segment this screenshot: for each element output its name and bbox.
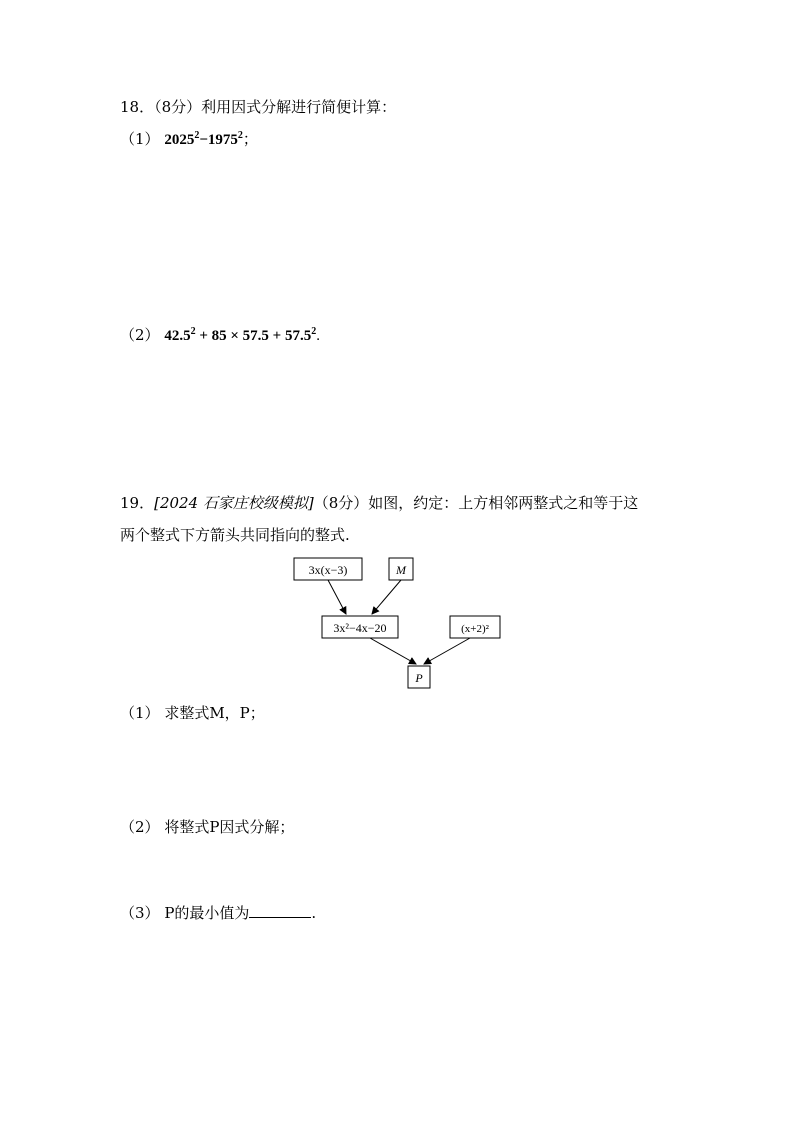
box-label: 3x²−4x−20 (333, 621, 387, 635)
q19-part1-text: 求整式M，P； (164, 704, 265, 722)
q19-part3-end: . (311, 904, 317, 922)
q18-stem: 18．（8分）利用因式分解进行简便计算： (120, 98, 397, 116)
diagram-box-M (389, 558, 413, 580)
diagram-box-P (408, 666, 430, 688)
expr-punct: . (316, 328, 320, 344)
box-label: P (415, 671, 423, 685)
expr-base: −1975 (199, 132, 238, 148)
expr-exp: 2 (311, 326, 317, 337)
arrow-box3-to-box5 (370, 638, 416, 664)
box-label: M (396, 563, 406, 577)
q19-part1 (120, 702, 265, 724)
expr-punct: ； (242, 130, 258, 148)
q19-stem-a: （8分）如图，约定：上方相邻两整式之和等于这 (313, 494, 639, 512)
q19-part2-label: （2） (120, 818, 160, 836)
answer-blank[interactable] (249, 903, 311, 918)
expr-base: 2025 (164, 132, 195, 148)
diagram-box-3x-x-minus-3 (294, 558, 362, 580)
arrow-box1-to-box3 (328, 580, 346, 614)
q19-part2-text: 将整式P因式分解； (164, 818, 295, 836)
q19-diagram (0, 548, 794, 708)
q18-part2-label: （2） (120, 326, 160, 344)
expr-body: + 85 × 57.5 + 57.5 (195, 328, 312, 344)
q18-part1 (120, 128, 258, 151)
q18-part2-expr (164, 328, 316, 344)
box-label: (x+2)² (461, 623, 489, 635)
diagram-box-3x2-minus-4x-minus-20 (322, 616, 398, 638)
expr-exp: 2 (190, 326, 196, 337)
expr-exp: 2 (194, 130, 200, 141)
arrow-box4-to-box5 (424, 638, 470, 664)
q18-part2 (120, 324, 320, 347)
expr-exp: 2 (237, 130, 243, 141)
q19-part3 (120, 902, 316, 924)
q19-part1-label: （1） (120, 704, 160, 722)
q18-part1-expr (164, 132, 243, 148)
q19-stem-line1 (120, 492, 638, 514)
q19-source: [2024 石家庄校级模拟] (154, 494, 314, 512)
q18-part1-label: （1） (120, 130, 160, 148)
diagram-box-x-plus-2-squared (450, 616, 500, 638)
expr-base: 42.5 (164, 328, 191, 344)
q19-number: 19． (120, 494, 155, 512)
q19-part2 (120, 816, 294, 838)
box-label: 3x(x−3) (308, 563, 348, 577)
arrow-box2-to-box3 (372, 580, 401, 614)
q19-stem-line2: 两个整式下方箭头共同指向的整式. (120, 526, 350, 544)
q19-part3-text: P的最小值为 (164, 904, 250, 922)
q19-part3-label: （3） (120, 904, 160, 922)
